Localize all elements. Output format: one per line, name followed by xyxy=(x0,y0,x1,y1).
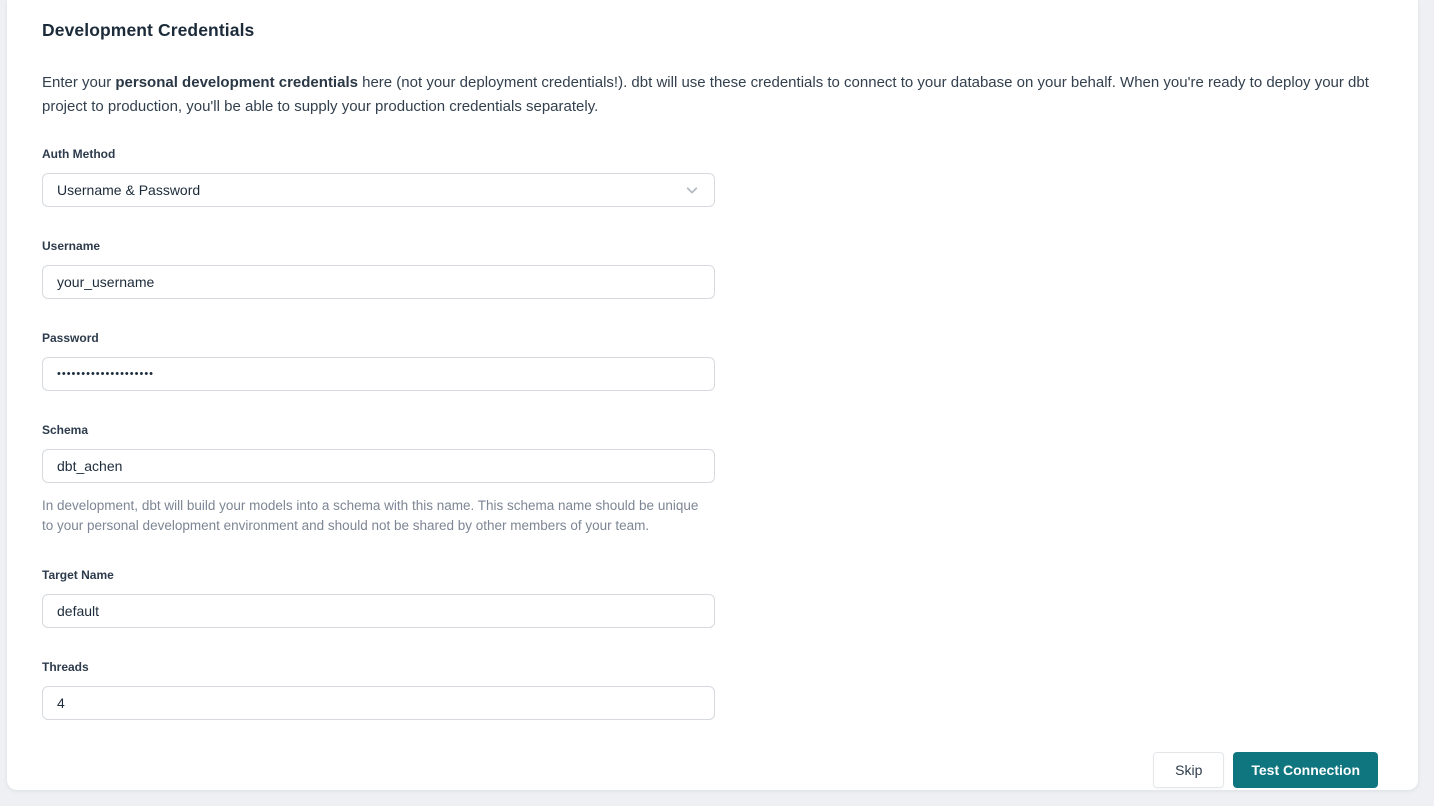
chevron-down-icon xyxy=(684,182,700,198)
password-input[interactable] xyxy=(42,357,715,391)
schema-field xyxy=(42,423,715,536)
auth-method-label: Auth Method xyxy=(42,147,116,161)
schema-input[interactable] xyxy=(42,449,715,483)
threads-label: Threads xyxy=(42,660,89,674)
username-label: Username xyxy=(42,239,101,253)
auth-method-select[interactable] xyxy=(42,173,715,207)
intro-prefix: Enter your xyxy=(42,74,116,91)
password-field xyxy=(42,331,715,391)
schema-label: Schema xyxy=(42,423,89,437)
auth-method-field xyxy=(42,147,715,207)
target-name-input[interactable] xyxy=(42,594,715,628)
intro-bold: personal development credentials xyxy=(115,74,358,91)
form-footer xyxy=(42,752,1383,788)
page-title: Development Credentials xyxy=(42,20,255,40)
threads-input[interactable] xyxy=(42,686,715,720)
intro-suffix: here (not your deployment credentials!). dbt will use these credentials to connect to your database on your behalf. When you're ready to deploy your dbt project to production, you'll be able to supply your production credentials separately. xyxy=(42,74,1369,115)
password-label: Password xyxy=(42,331,99,345)
username-input[interactable] xyxy=(42,265,715,299)
skip-button[interactable]: Skip xyxy=(1153,752,1224,788)
intro-paragraph xyxy=(42,71,1378,119)
auth-method-selected-value: Username & Password xyxy=(57,182,201,198)
schema-help-text: In development, dbt will build your models into a schema with this name. This schema name should be unique to your personal development environment and should not be shared by other members of your team. xyxy=(42,498,699,533)
target-name-label: Target Name xyxy=(42,568,114,582)
credentials-form xyxy=(42,147,715,720)
test-connection-button[interactable]: Test Connection xyxy=(1233,752,1378,788)
target-name-field xyxy=(42,568,715,628)
development-credentials-card xyxy=(7,0,1418,790)
username-field xyxy=(42,239,715,299)
threads-field xyxy=(42,660,715,720)
